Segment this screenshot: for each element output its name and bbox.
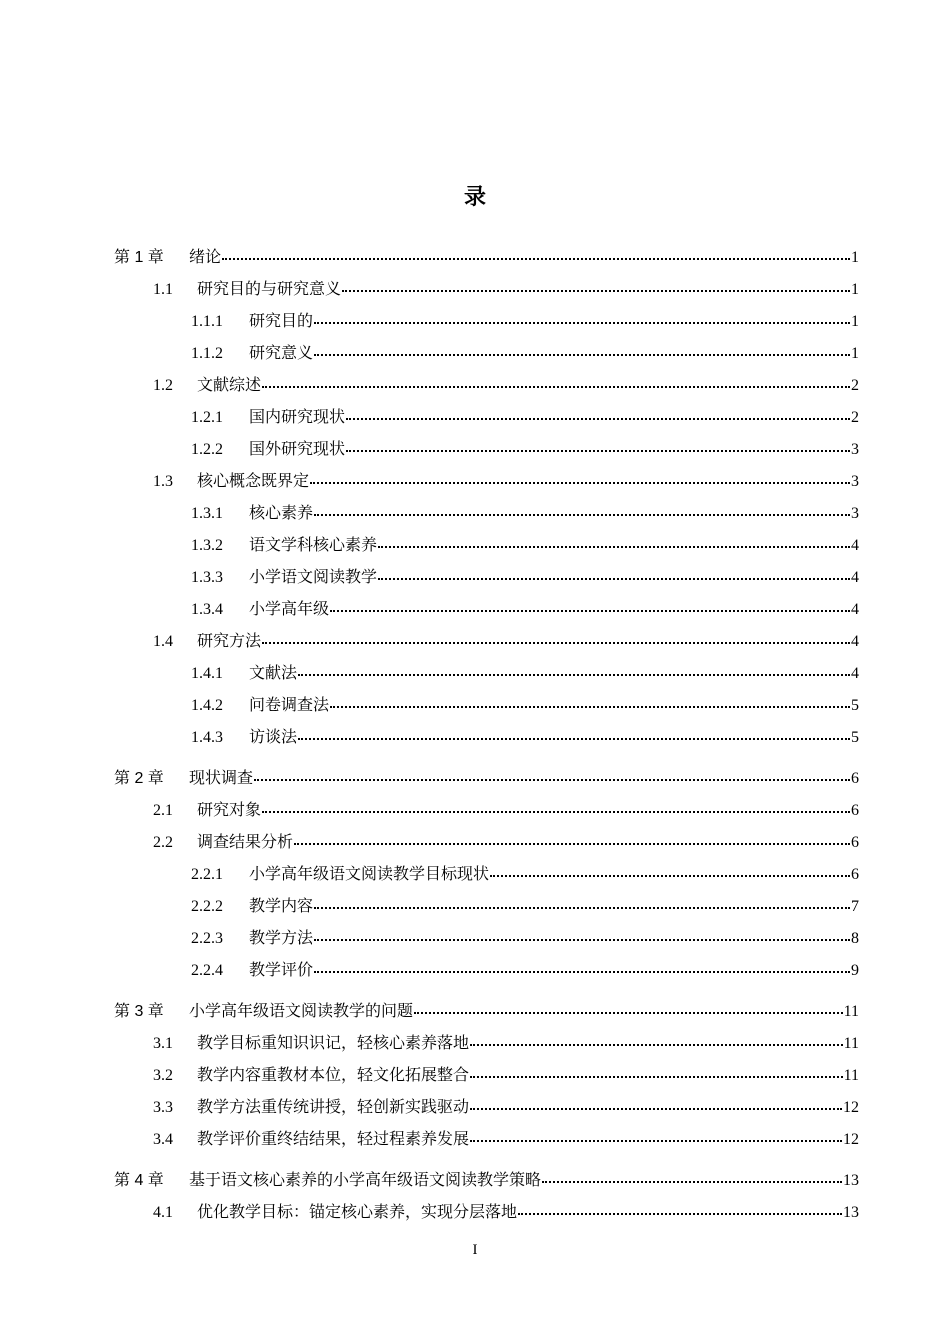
toc-section-entry[interactable] [153,1064,859,1088]
toc-entry-page: 6 [851,866,859,883]
toc-dot-leader [294,843,850,845]
toc-subsection-entry[interactable] [191,310,859,334]
toc-entry-page: 4 [851,601,859,618]
toc-entry-page: 3 [851,473,859,490]
toc-entry-page: 13 [843,1204,859,1221]
toc-entry-page: 2 [851,409,859,426]
toc-dot-leader [314,514,850,516]
toc-entry-page: 1 [851,281,859,298]
toc-entry-number: 1.1.1 [191,313,223,330]
toc-dot-leader [314,322,850,324]
toc-entry-page: 5 [851,729,859,746]
toc-entry-title: 研究意义 [249,345,314,362]
toc-entry-title: 教学评价重终结结果，轻过程素养发展 [197,1131,470,1148]
toc-entry-number: 3.3 [153,1099,173,1116]
toc-subsection-entry[interactable] [191,662,859,686]
toc-entry-title: 国内研究现状 [249,409,346,426]
toc-subsection-entry[interactable] [191,342,859,366]
toc-dot-leader [330,706,850,708]
toc-dot-leader [342,290,850,292]
toc-entry-number: 第 1 章 [114,249,164,266]
toc-dot-leader [346,418,850,420]
toc-entry-title: 教学内容重教材本位，轻文化拓展整合 [197,1067,470,1084]
toc-dot-leader [470,1076,843,1078]
toc-dot-leader [490,875,850,877]
toc-entry-title: 教学评价 [249,962,314,979]
toc-entry-number: 1.4 [153,633,173,650]
toc-entry-page: 11 [843,1035,859,1052]
toc-dot-leader [314,354,850,356]
toc-subsection-entry[interactable] [191,694,859,718]
toc-entry-page: 4 [851,569,859,586]
toc-entry-number: 1.1 [153,281,173,298]
toc-entry-number: 1.4.1 [191,665,223,682]
toc-section-entry[interactable] [153,630,859,654]
toc-dot-leader [314,971,850,973]
toc-chapter-entry[interactable] [114,1000,859,1024]
toc-section-entry[interactable] [153,1128,859,1152]
toc-entry-number: 2.2.3 [191,930,223,947]
toc-section-entry[interactable] [153,470,859,494]
toc-dot-leader [298,738,850,740]
toc-subsection-entry[interactable] [191,406,859,430]
toc-entry-number: 3.1 [153,1035,173,1052]
toc-subsection-entry[interactable] [191,502,859,526]
toc-entry-number: 第 3 章 [114,1003,164,1020]
toc-entry-title: 语文学科核心素养 [249,537,378,554]
toc-dot-leader [262,386,850,388]
toc-entry-number: 3.4 [153,1131,173,1148]
toc-entry-page: 6 [851,834,859,851]
toc-entry-title: 研究目的 [249,313,314,330]
toc-dot-leader [378,578,850,580]
toc-entry-title: 绪论 [189,249,222,266]
toc-dot-leader [470,1044,843,1046]
toc-entry-title: 小学高年级语文阅读教学目标现状 [249,866,490,883]
toc-subsection-entry[interactable] [191,598,859,622]
toc-entry-number: 1.1.2 [191,345,223,362]
toc-dot-leader [262,642,850,644]
toc-dot-leader [310,482,850,484]
toc-dot-leader [470,1108,842,1110]
toc-dot-leader [470,1140,842,1142]
toc-entry-number: 2.2.2 [191,898,223,915]
toc-entry-title: 文献综述 [197,377,262,394]
toc-entry-title: 研究对象 [197,802,262,819]
toc-dot-leader [222,258,850,260]
toc-entry-number: 2.2.1 [191,866,223,883]
toc-entry-page: 5 [851,697,859,714]
toc-entry-title: 调查结果分析 [197,834,294,851]
toc-entry-title: 国外研究现状 [249,441,346,458]
toc-dot-leader [314,907,850,909]
toc-entry-page: 6 [851,802,859,819]
toc-entry-title: 研究目的与研究意义 [197,281,342,298]
toc-dot-leader [542,1181,842,1183]
toc-entry-number: 第 4 章 [114,1172,164,1189]
toc-entry-number: 1.3.2 [191,537,223,554]
toc-section-entry[interactable] [153,799,859,823]
toc-entry-title: 核心概念既界定 [197,473,310,490]
toc-entry-page: 9 [851,962,859,979]
toc-chapter-entry[interactable] [114,1169,859,1193]
toc-entry-number: 4.1 [153,1204,173,1221]
toc-dot-leader [346,450,850,452]
toc-section-entry[interactable] [153,831,859,855]
toc-entry-title: 优化教学目标：锚定核心素养，实现分层落地 [197,1204,518,1221]
toc-entry-page: 8 [851,930,859,947]
toc-title: 录 [463,184,486,209]
toc-subsection-entry[interactable] [191,927,859,951]
toc-entry-number: 1.3.1 [191,505,223,522]
toc-entry-number: 1.2.1 [191,409,223,426]
toc-subsection-entry[interactable] [191,895,859,919]
toc-entry-title: 小学语文阅读教学 [249,569,378,586]
toc-entry-page: 3 [851,441,859,458]
toc-entry-number: 1.2 [153,377,173,394]
toc-entry-page: 12 [843,1131,859,1148]
toc-dot-leader [414,1012,843,1014]
toc-entry-page: 4 [851,537,859,554]
page-number-footer: I [472,1242,478,1258]
toc-section-entry[interactable] [153,1096,859,1120]
toc-section-entry[interactable] [153,1201,859,1225]
toc-entry-title: 教学方法重传统讲授，轻创新实践驱动 [197,1099,470,1116]
toc-entry-number: 2.2.4 [191,962,223,979]
toc-entry-title: 教学方法 [249,930,314,947]
toc-dot-leader [378,546,850,548]
toc-entry-page: 1 [851,345,859,362]
toc-subsection-entry[interactable] [191,863,859,887]
toc-dot-leader [262,811,850,813]
toc-entry-title: 文献法 [249,665,298,682]
toc-entry-title: 现状调查 [189,770,254,787]
toc-entry-page: 1 [851,249,859,266]
toc-entry-page: 4 [851,665,859,682]
toc-section-entry[interactable] [153,1032,859,1056]
toc-entry-title: 小学高年级 [249,601,330,618]
toc-subsection-entry[interactable] [191,566,859,590]
toc-entry-number: 2.1 [153,802,173,819]
toc-entry-number: 1.3 [153,473,173,490]
toc-entry-number: 1.2.2 [191,441,223,458]
toc-section-entry[interactable] [153,278,859,302]
toc-entry-page: 4 [851,633,859,650]
toc-entry-title: 基于语文核心素养的小学高年级语文阅读教学策略 [189,1172,542,1189]
toc-dot-leader [518,1213,842,1215]
toc-entry-page: 12 [843,1099,859,1116]
toc-dot-leader [254,779,850,781]
toc-entry-title: 小学高年级语文阅读教学的问题 [189,1003,414,1020]
toc-entry-page: 11 [843,1003,859,1020]
toc-subsection-entry[interactable] [191,438,859,462]
toc-entry-number: 1.3.3 [191,569,223,586]
toc-entry-number: 3.2 [153,1067,173,1084]
toc-entry-title: 教学目标重知识识记，轻核心素养落地 [197,1035,470,1052]
toc-chapter-entry[interactable] [114,246,859,270]
toc-subsection-entry[interactable] [191,726,859,750]
toc-subsection-entry[interactable] [191,534,859,558]
toc-chapter-entry[interactable] [114,767,859,791]
toc-entry-title: 教学内容 [249,898,314,915]
toc-entry-page: 2 [851,377,859,394]
toc-section-entry[interactable] [153,374,859,398]
toc-entry-page: 11 [843,1067,859,1084]
toc-entry-number: 1.4.3 [191,729,223,746]
toc-entry-number: 1.4.2 [191,697,223,714]
toc-entry-number: 第 2 章 [114,770,164,787]
toc-entry-page: 13 [843,1172,859,1189]
toc-entry-page: 7 [851,898,859,915]
toc-entry-title: 核心素养 [249,505,314,522]
toc-dot-leader [330,610,850,612]
toc-entry-number: 1.3.4 [191,601,223,618]
toc-subsection-entry[interactable] [191,959,859,983]
toc-entry-page: 1 [851,313,859,330]
toc-dot-leader [314,939,850,941]
toc-dot-leader [298,674,850,676]
toc-entry-title: 研究方法 [197,633,262,650]
toc-entry-title: 问卷调查法 [249,697,330,714]
toc-entry-page: 6 [851,770,859,787]
toc-entry-number: 2.2 [153,834,173,851]
toc-entry-page: 3 [851,505,859,522]
toc-entry-title: 访谈法 [249,729,298,746]
